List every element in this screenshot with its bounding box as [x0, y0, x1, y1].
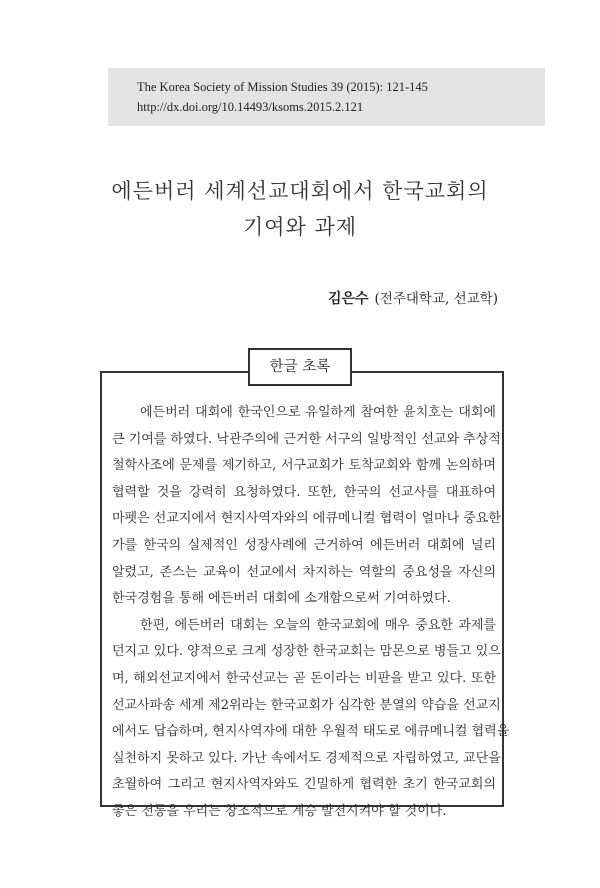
- abstract-label: 한글 초록: [248, 348, 352, 386]
- abstract-line: 큰 기여를 하였다. 낙관주의에 근거한 서구의 일방적인 선교와 추상적: [112, 431, 501, 447]
- abstract-line: 한편, 에든버러 대회는 오늘의 한국교회에 매우 중요한 과제를: [140, 617, 496, 633]
- author-affiliation: (전주대학교, 선교학): [374, 291, 498, 307]
- abstract-line: 알렸고, 존스는 교육이 선교에서 차지하는 역할의 중요성을 자신의: [112, 564, 496, 580]
- author-name: 김은수: [327, 291, 369, 307]
- abstract-line: 실천하지 못하고 있다. 가난 속에서도 경제적으로 자립하였고, 교단을: [112, 750, 501, 766]
- abstract-line: 한국경험을 통해 에든버러 대회에 소개함으로써 기여하였다.: [112, 591, 451, 607]
- abstract-line: 선교사파송 세계 제2위라는 한국교회가 심각한 분열의 약습을 선교지: [112, 697, 501, 713]
- abstract-line: 좋은 전통을 우리는 창조적으로 계승 발전시켜야 할 것이다.: [112, 803, 447, 819]
- abstract-line: 마펫은 선교지에서 현지사역자와의 에큐메니컬 협력이 얼마나 중요한: [112, 511, 501, 527]
- journal-citation: The Korea Society of Mission Studies 39 (2015): 121-145: [137, 80, 428, 94]
- paper-title-line-1: 에든버러 세계선교대회에서 한국교회의: [111, 179, 489, 203]
- abstract-line: 철학사조에 문제를 제기하고, 서구교회가 토착교회와 함께 논의하며: [112, 458, 496, 474]
- paper-title-line-2: 기여와 과제: [242, 215, 358, 239]
- abstract-text: [112, 400, 510, 826]
- abstract-line: 며, 해외선교지에서 한국선교는 곧 돈이라는 비판을 받고 있다. 또한: [112, 670, 496, 686]
- author-block: [328, 287, 498, 308]
- abstract-line: 초월하여 그리고 현지사역자와도 긴밀하게 협력한 초기 한국교회의: [112, 777, 496, 793]
- journal-header-band: [108, 68, 545, 126]
- abstract-line: 에서도 답습하며, 현지사역자에 대한 우월적 태도로 에큐메니컬 협력을: [112, 724, 510, 740]
- abstract-line: 가를 한국의 실제적인 성장사례에 근거하여 에든버러 대회에 널리: [112, 537, 496, 553]
- abstract-line: 에든버러 대회에 한국인으로 유일하게 참여한 윤치호는 대회에: [140, 405, 496, 420]
- abstract-line: 협력할 것을 강력히 요청하였다. 또한, 한국의 선교사를 대표하여: [112, 484, 496, 500]
- abstract-line: 던지고 있다. 양적으로 크게 성장한 한국교회는 맘몬으로 병들고 있으: [112, 644, 501, 660]
- doi-link[interactable]: http://dx.doi.org/10.14493/ksoms.2015.2.121: [137, 100, 364, 114]
